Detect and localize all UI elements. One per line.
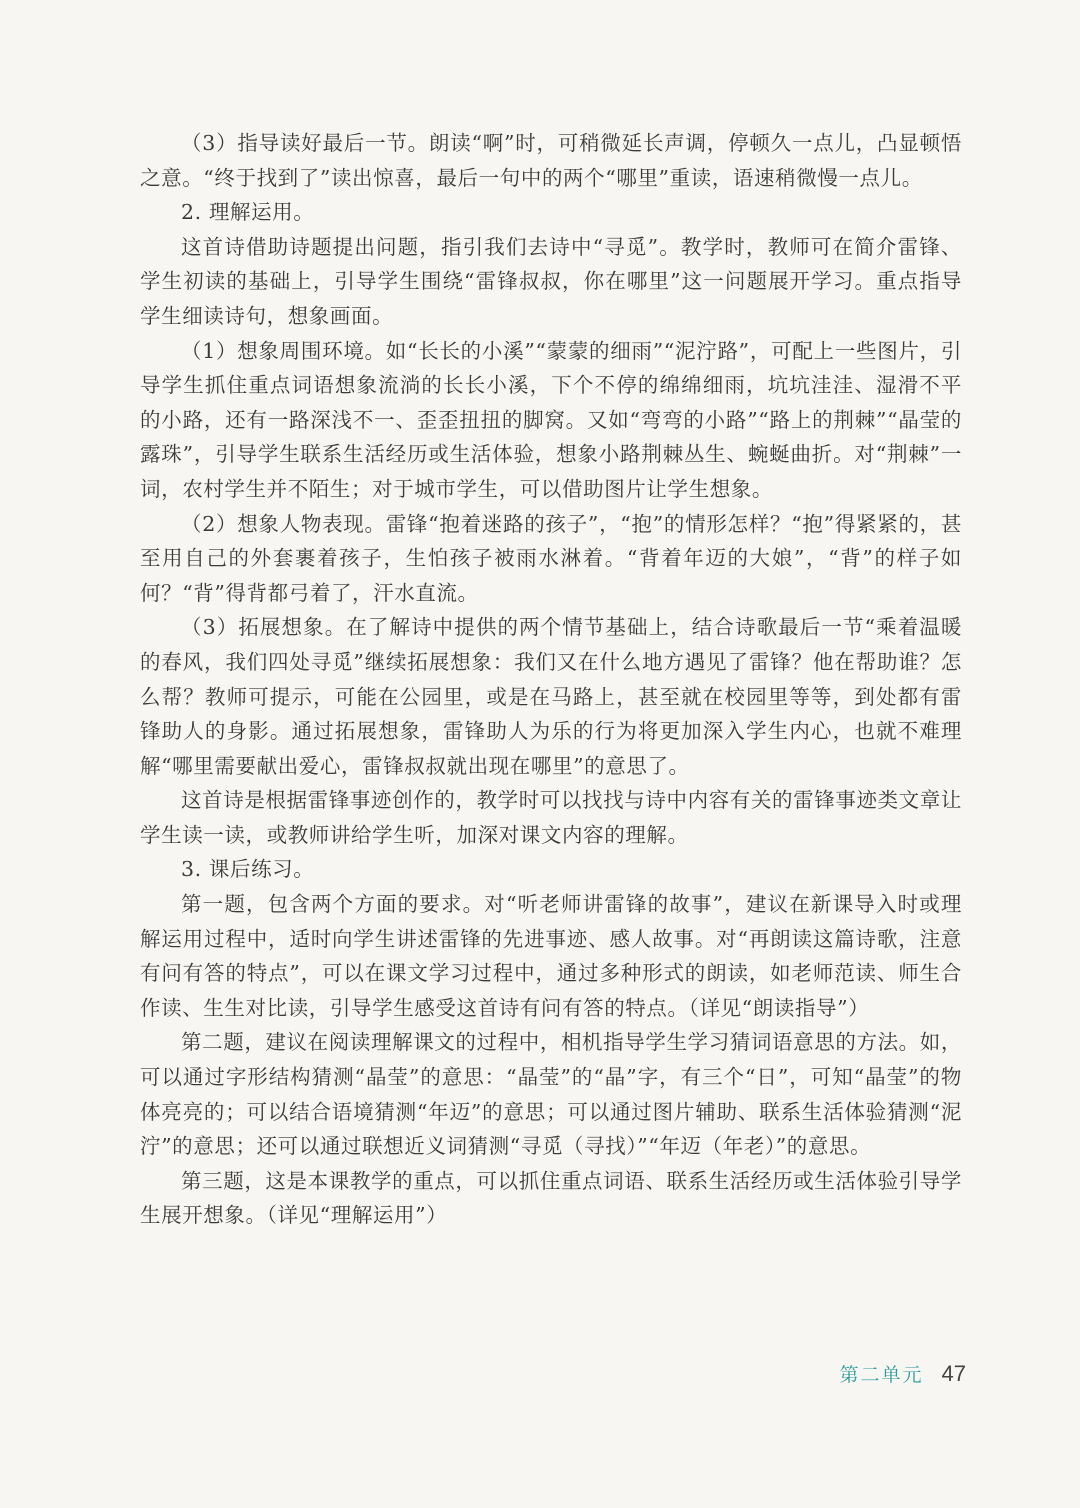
paragraph-exercise-three: 第三题，这是本课教学的重点，可以抓住重点词语、联系生活经历或生活体验引导学生展开想象。（详见“理解运用”） bbox=[140, 1168, 962, 1228]
section-heading-exercises: 3. 课后练习。 bbox=[181, 857, 315, 882]
paragraph-imagine-character: （2）想象人物表现。雷锋“抱着迷路的孩子”，“抱”的情形怎样？“抱”得紧紧的，甚至用自己的外套裹着孩子，生怕孩子被雨水淋着。“背着年迈的大娘”，“背”的样子如何？“背”得背都弓着了，汗水直流。 bbox=[140, 511, 962, 605]
paragraph-exercise-two: 第二题，建议在阅读理解课文的过程中，相机指导学生学习猜词语意思的方法。如，可以通过字形结构猜测“晶莹”的意思：“晶莹”的“晶”字，有三个“日”，可知“晶莹”的物体亮亮的；可以结合语境猜测“年迈”的意思；可以通过图片辅助、联系生活体验猜测“泥泞”的意思；还可以通过联想近义词猜测“寻觅（寻找）”“年迈（年老）”的意思。 bbox=[140, 1030, 962, 1159]
paragraph-related-stories: 这首诗是根据雷锋事迹创作的，教学时可以找找与诗中内容有关的雷锋事迹类文章让学生读一读，或教师讲给学生听，加深对课文内容的理解。 bbox=[140, 788, 962, 847]
paragraph-poem-intro: 这首诗借助诗题提出问题，指引我们去诗中“寻觅”。教学时，教师可在简介雷锋、学生初读的基础上，引导学生围绕“雷锋叔叔，你在哪里”这一问题展开学习。重点指导学生细读诗句，想象画面。 bbox=[140, 234, 962, 328]
paragraph-exercise-one: 第一题，包含两个方面的要求。对“听老师讲雷锋的故事”，建议在新课导入时或理解运用过程中，适时向学生讲述雷锋的先进事迹、感人故事。对“再朗读这篇诗歌，注意有问有答的特点”，可以在课文学习过程中，通过多种形式的朗读，如老师范读、师生合作读、生生对比读，引导学生感受这首诗有问有答的特点。（详见“朗读指导”） bbox=[140, 892, 962, 1020]
page-number: 47 bbox=[941, 1361, 966, 1386]
paragraph-reading-last-stanza: （3）指导读好最后一节。朗读“啊”时，可稍微延长声调，停顿久一点儿，凸显顿悟之意。“终于找到了”读出惊喜，最后一句中的两个“哪里”重读，语速稍微慢一点儿。 bbox=[140, 131, 962, 190]
section-heading-understanding: 2. 理解运用。 bbox=[181, 200, 315, 225]
paragraph-imagine-environment: （1）想象周围环境。如“长长的小溪”“蒙蒙的细雨”“泥泞路”，可配上一些图片，引导学生抓住重点词语想象流淌的长长小溪，下个不停的绵绵细雨，坑坑洼洼、湿滑不平的小路，还有一路深浅不一、歪歪扭扭的脚窝。又如“弯弯的小路”“路上的荆棘”“晶莹的露珠”，引导学生联系生活经历或生活体验，想象小路荆棘丛生、蜿蜒曲折。对“荆棘”一词，农村学生并不陌生；对于城市学生，可以借助图片让学生想象。 bbox=[140, 338, 962, 501]
paragraph-extend-imagination: （3）拓展想象。在了解诗中提供的两个情节基础上，结合诗歌最后一节“乘着温暖的春风，我们四处寻觅”继续拓展想象：我们又在什么地方遇见了雷锋？他在帮助谁？怎么帮？教师可提示，可能在公园里，或是在马路上，甚至就在校园里等等，到处都有雷锋助人的身影。通过拓展想象，雷锋助人为乐的行为将更加深入学生内心，也就不难理解“哪里需要献出爱心，雷锋叔叔就出现在哪里”的意思了。 bbox=[140, 615, 962, 778]
page-footer bbox=[840, 1360, 967, 1387]
unit-label: 第二单元 bbox=[839, 1364, 924, 1386]
body-text bbox=[140, 126, 962, 1233]
